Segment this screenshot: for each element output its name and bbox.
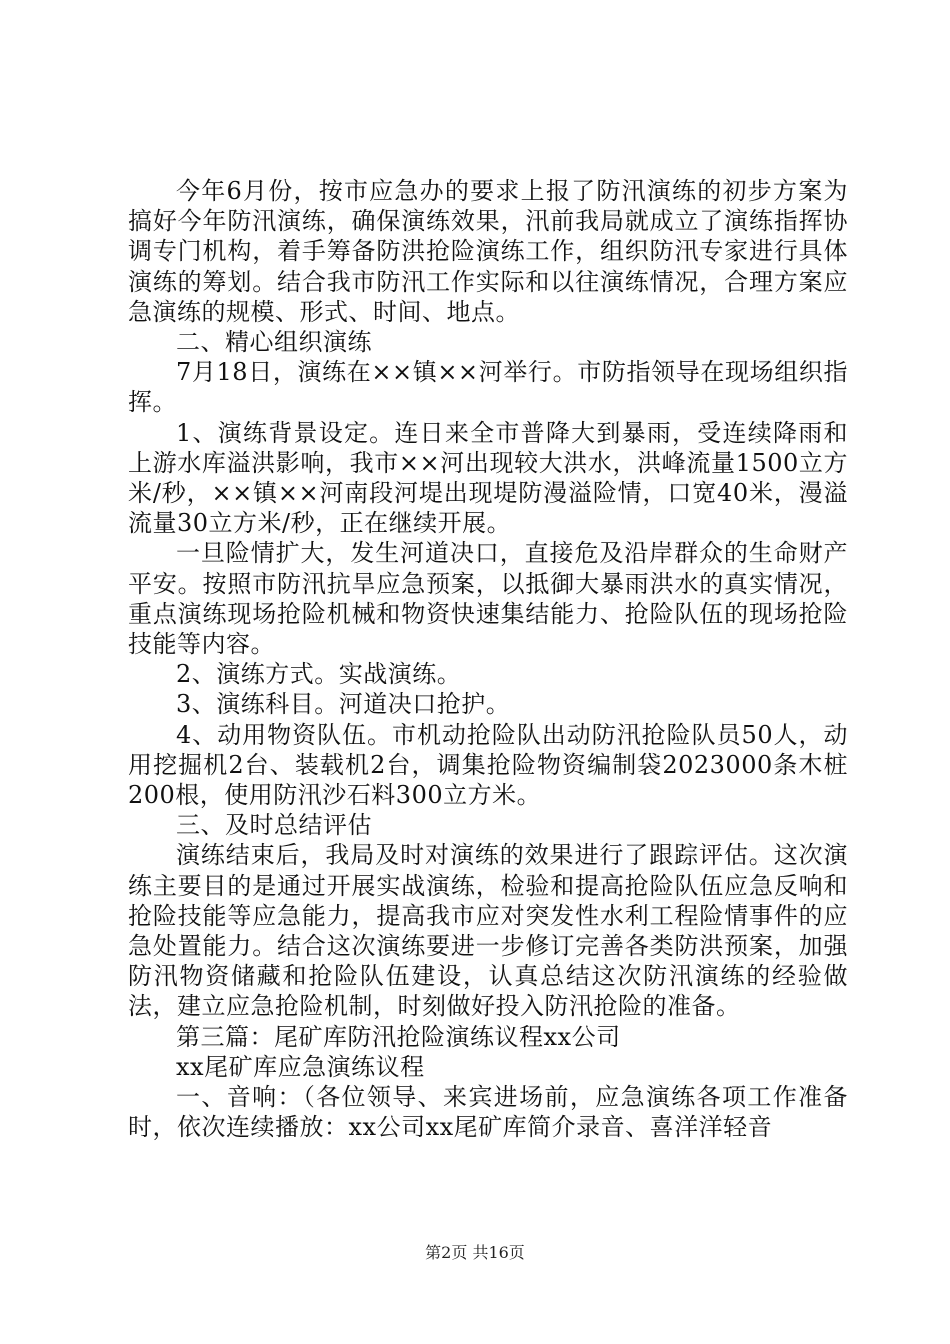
paragraph-audio: 一、音响：（各位领导、来宾进场前，应急演练各项工作准备时，依次连续播放：xx公司xx尾矿库简介录音、喜洋洋轻音 [128, 1083, 848, 1142]
paragraph-drill-resources: 4、动用物资队伍。市机动抢险队出动防汛抢险队员50人，动用挖掘机2台、装载机2台，调集抢险物资编制袋2023000条木桩200根，使用防汛沙石料300立方米。 [128, 720, 848, 810]
paragraph-drill-background: 1、演练背景设定。连日来全市普降大到暴雨，受连续降雨和上游水库溢洪影响，我市××河出现较大洪水，洪峰流量1500立方米/秒，××镇××河南段河堤出现堤防漫溢险情，口宽40米，漫溢流量30立方米/秒，正在继续开展。 [128, 418, 848, 538]
heading-agenda: xx尾矿库应急演练议程 [176, 1052, 425, 1081]
page-footer: 第2页 共16页 [425, 1243, 525, 1262]
heading-summary-evaluation: 三、及时总结评估 [176, 811, 372, 840]
paragraph-drill-risk: 一旦险情扩大，发生河道决口，直接危及沿岸群众的生命财产平安。按照市防汛抗旱应急预案，以抵御大暴雨洪水的真实情况，重点演练现场抢险机械和物资快速集结能力、抢险队伍的现场抢险技能等内容。 [128, 539, 848, 659]
heading-part-three: 第三篇：尾矿库防汛抢险演练议程xx公司 [176, 1022, 621, 1051]
paragraph-drill-date: 7月18日，演练在××镇××河举行。市防指领导在现场组织指挥。 [128, 358, 848, 417]
heading-organize-drill: 二、精心组织演练 [176, 328, 372, 357]
document-body [128, 176, 848, 1143]
paragraph-drill-mode: 2、演练方式。实战演练。 [176, 660, 462, 689]
paragraph-plan: 今年6月份，按市应急办的要求上报了防汛演练的初步方案为搞好今年防汛演练，确保演练效果，汛前我局就成立了演练指挥协调专门机构，着手筹备防洪抢险演练工作，组织防汛专家进行具体演练的筹划。结合我市防汛工作实际和以往演练情况，合理方案应急演练的规模、形式、时间、地点。 [128, 177, 848, 326]
paragraph-drill-subject: 3、演练科目。河道决口抢护。 [176, 690, 511, 719]
paragraph-evaluation: 演练结束后，我局及时对演练的效果进行了跟踪评估。这次演练主要目的是通过开展实战演练，检验和提高抢险队伍应急反响和抢险技能等应急能力，提高我市应对突发性水利工程险情事件的应急处置能力。结合这次演练要进一步修订完善各类防洪预案，加强防汛物资储藏和抢险队伍建设，认真总结这次防汛演练的经验做法，建立应急抢险机制，时刻做好投入防汛抢险的准备。 [128, 841, 848, 1021]
